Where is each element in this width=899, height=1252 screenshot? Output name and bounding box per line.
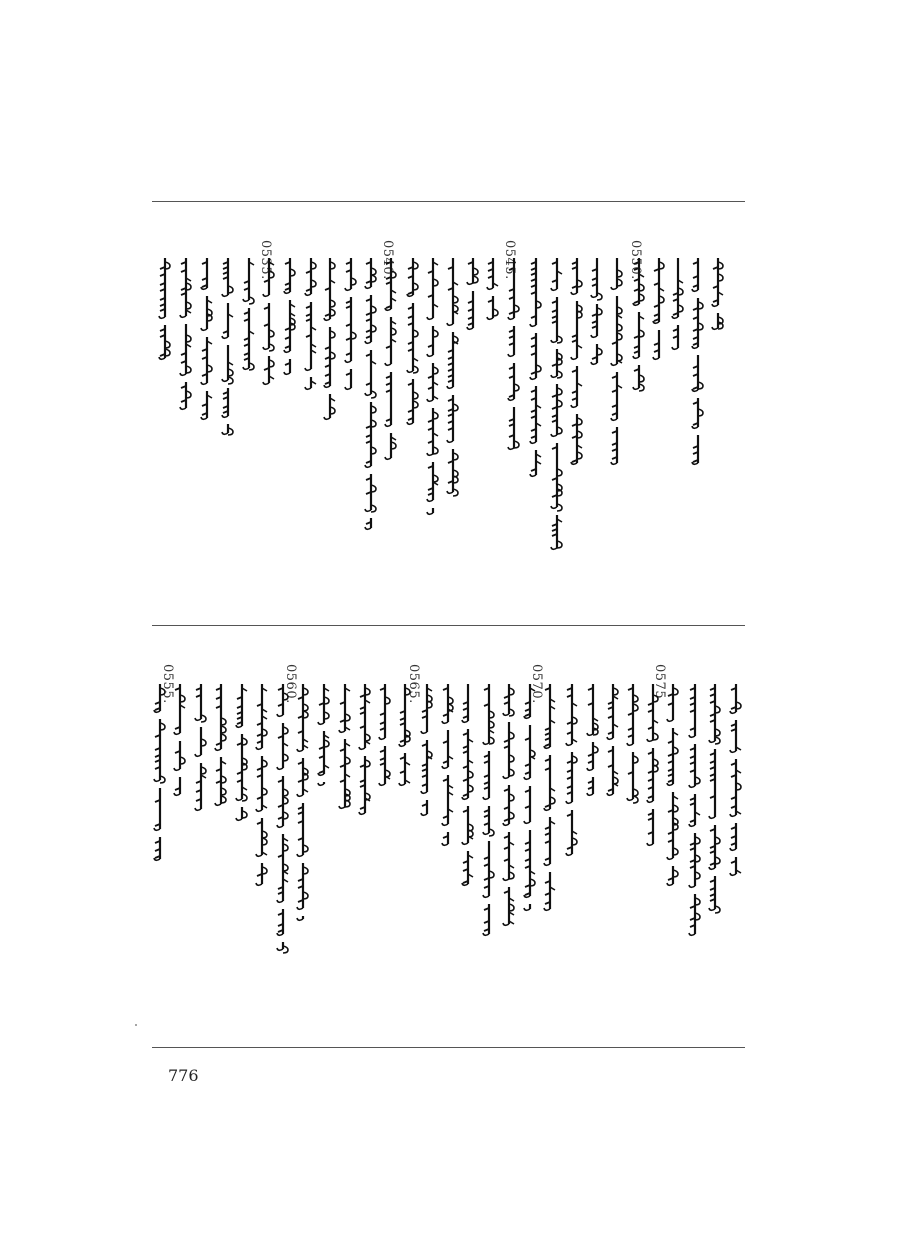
script-line <box>625 684 641 803</box>
script-glyphs <box>199 258 215 422</box>
script-glyphs <box>234 684 250 823</box>
entry-number-0535: 0535. <box>258 240 273 280</box>
script-line <box>460 684 476 888</box>
script-line <box>241 258 257 372</box>
script-glyphs <box>316 684 332 788</box>
script-glyphs <box>481 684 497 938</box>
script-glyphs <box>445 258 461 502</box>
script-line <box>157 258 173 362</box>
script-line <box>261 258 277 387</box>
script-line <box>605 684 621 798</box>
script-line <box>445 258 461 502</box>
script-glyphs <box>645 684 661 848</box>
script-glyphs <box>213 684 229 808</box>
script-glyphs <box>631 258 647 392</box>
script-glyphs <box>295 684 311 923</box>
script-line <box>405 258 421 427</box>
script-line <box>357 684 373 818</box>
script-line <box>440 684 456 848</box>
script-glyphs <box>670 258 686 352</box>
script-line <box>665 684 681 888</box>
script-glyphs <box>687 684 703 938</box>
script-glyphs <box>465 258 481 332</box>
script-glyphs <box>707 684 723 913</box>
entry-number-0575: 0575. <box>652 664 667 704</box>
script-glyphs <box>528 258 544 487</box>
script-glyphs <box>501 684 517 928</box>
script-line <box>645 684 661 848</box>
script-line <box>322 258 338 422</box>
script-glyphs <box>564 684 580 858</box>
script-line <box>687 684 703 938</box>
script-line <box>234 684 250 823</box>
script-glyphs <box>589 258 605 367</box>
script-line <box>220 258 236 437</box>
script-line <box>383 258 399 467</box>
script-line <box>363 258 379 532</box>
script-line <box>178 258 194 412</box>
page-number: 776 <box>168 1066 199 1085</box>
script-glyphs <box>728 684 744 878</box>
script-glyphs <box>440 684 456 848</box>
script-line <box>419 684 435 818</box>
script-glyphs <box>383 258 399 467</box>
script-line <box>501 684 517 928</box>
bottom-rule <box>152 1047 745 1048</box>
script-glyphs <box>506 258 522 452</box>
entry-number-0570: 0570. <box>529 664 544 704</box>
script-line <box>542 684 558 913</box>
script-glyphs <box>609 258 625 467</box>
script-glyphs <box>585 684 601 798</box>
script-glyphs <box>363 258 379 532</box>
script-glyphs <box>261 258 277 387</box>
script-line <box>506 258 522 452</box>
script-glyphs <box>460 684 476 888</box>
script-glyphs <box>605 684 621 798</box>
script-line <box>295 684 311 923</box>
script-glyphs <box>282 258 298 377</box>
script-glyphs <box>397 684 413 788</box>
script-glyphs <box>690 258 706 467</box>
script-glyphs <box>241 258 257 372</box>
script-glyphs <box>549 258 565 552</box>
script-line <box>522 684 538 913</box>
entry-number-0560: 0560. <box>283 664 298 704</box>
script-line <box>303 258 319 392</box>
top-rule <box>152 201 745 202</box>
speck <box>135 1024 137 1026</box>
script-line <box>199 258 215 422</box>
script-line <box>485 258 501 322</box>
entry-number-0550: 0550. <box>628 240 643 280</box>
script-line <box>254 684 270 888</box>
script-glyphs <box>710 258 726 332</box>
script-line <box>465 258 481 332</box>
script-line <box>172 684 188 798</box>
script-glyphs <box>254 684 270 888</box>
middle-rule <box>152 625 745 626</box>
script-line <box>193 684 209 813</box>
script-line <box>549 258 565 552</box>
script-line <box>690 258 706 467</box>
script-glyphs <box>542 684 558 913</box>
script-line <box>425 258 441 517</box>
script-glyphs <box>419 684 435 818</box>
script-line <box>397 684 413 788</box>
script-glyphs <box>569 258 585 467</box>
script-line <box>585 684 601 798</box>
script-line <box>481 684 497 938</box>
script-glyphs <box>152 684 168 863</box>
script-line <box>213 684 229 808</box>
script-glyphs <box>485 258 501 322</box>
script-glyphs <box>157 258 173 362</box>
script-line <box>589 258 605 367</box>
script-line <box>152 684 168 863</box>
script-glyphs <box>303 258 319 392</box>
entry-number-0540: 0540. <box>380 240 395 280</box>
script-line <box>337 684 353 818</box>
script-glyphs <box>665 684 681 888</box>
script-line <box>728 684 744 878</box>
script-line <box>343 258 359 392</box>
script-line <box>316 684 332 788</box>
entry-number-0545: 0545. <box>502 240 517 280</box>
script-line <box>609 258 625 467</box>
script-line <box>528 258 544 487</box>
script-glyphs <box>193 684 209 813</box>
script-line <box>670 258 686 352</box>
script-glyphs <box>322 258 338 422</box>
script-glyphs <box>377 684 393 788</box>
script-line <box>707 684 723 913</box>
script-line <box>710 258 726 332</box>
script-glyphs <box>651 258 667 362</box>
script-glyphs <box>178 258 194 412</box>
script-line <box>564 684 580 858</box>
script-line <box>282 258 298 377</box>
script-glyphs <box>343 258 359 392</box>
script-glyphs <box>625 684 641 803</box>
script-line <box>631 258 647 392</box>
script-line <box>651 258 667 362</box>
script-line <box>569 258 585 467</box>
script-glyphs <box>357 684 373 818</box>
script-glyphs <box>337 684 353 818</box>
entry-number-0555: 0555. <box>160 664 175 704</box>
script-glyphs <box>522 684 538 913</box>
script-line <box>275 684 291 953</box>
script-line <box>377 684 393 788</box>
script-glyphs <box>425 258 441 517</box>
script-glyphs <box>275 684 291 953</box>
script-glyphs <box>405 258 421 427</box>
entry-number-0565: 0565. <box>406 664 421 704</box>
script-glyphs <box>172 684 188 798</box>
script-glyphs <box>220 258 236 437</box>
